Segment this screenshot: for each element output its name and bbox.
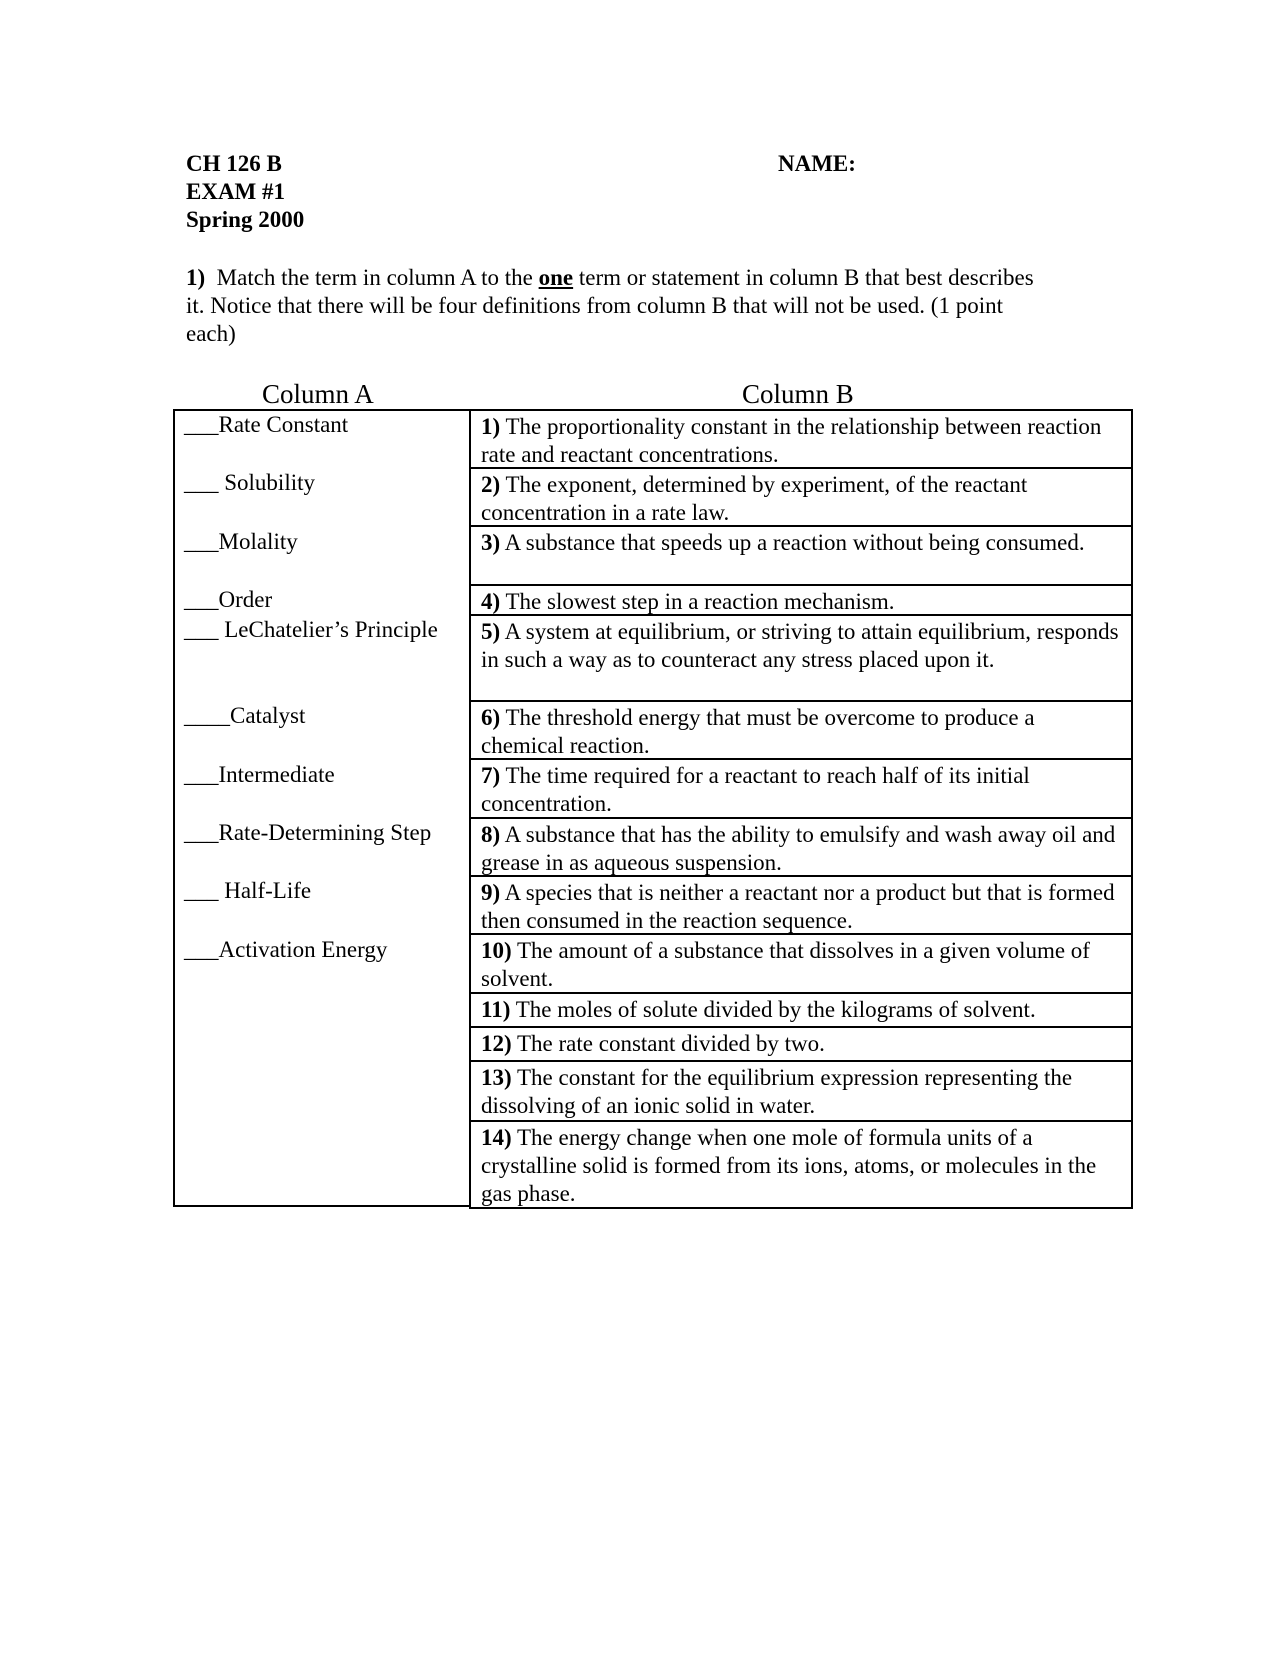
- definition-text: The exponent, determined by experiment, of the reactant concentration in a rate law.: [481, 472, 1028, 525]
- term-rate-constant: ___Rate Constant: [184, 412, 349, 437]
- column-a-heading: Column A: [262, 379, 374, 409]
- instructions-emphasis: one: [538, 265, 574, 290]
- definition-row: [471, 1062, 1131, 1122]
- term-intermediate: ___Intermediate: [184, 762, 335, 787]
- exam-header: [186, 150, 304, 234]
- term-rate-determining-step: ___Rate-Determining Step: [184, 820, 432, 845]
- definition-number: 14): [481, 1125, 512, 1150]
- term-order: ___Order: [184, 587, 273, 612]
- term-lechatelier: ___ LeChatelier’s Principle: [184, 617, 438, 642]
- definition-row: [471, 527, 1131, 586]
- definition-text: A substance that speeds up a reaction without being consumed.: [500, 530, 1085, 555]
- term-solubility: ___ Solubility: [184, 470, 315, 495]
- definition-number: 3): [481, 530, 501, 555]
- exam-term: Spring 2000: [186, 207, 305, 232]
- definition-number: 6): [481, 705, 501, 730]
- definition-row: [471, 411, 1131, 469]
- definition-text: The amount of a substance that dissolves in a given volume of solvent.: [481, 938, 1090, 991]
- term-molality: ___Molality: [184, 529, 298, 554]
- definition-text: A substance that has the ability to emulsify and wash away oil and grease in as aqueous suspension.: [481, 822, 1116, 875]
- column-b-table: [469, 409, 1133, 1209]
- definition-row: [471, 877, 1131, 935]
- definition-text: The moles of solute divided by the kilograms of solvent.: [510, 997, 1036, 1022]
- definition-number: 10): [481, 938, 512, 963]
- instructions-text-after: term or statement in column B that best describes it. Notice that there will be four definitions from column B that will not be used. (1 point each): [186, 265, 1034, 346]
- name-label: NAME:: [778, 151, 856, 176]
- term-activation-energy: ___Activation Energy: [184, 937, 388, 962]
- definition-number: 2): [481, 472, 501, 497]
- definition-number: 8): [481, 822, 501, 847]
- column-b-heading: Column B: [742, 379, 854, 409]
- definition-row: [471, 1028, 1131, 1062]
- definition-row: [471, 469, 1131, 527]
- definition-row: [471, 1122, 1131, 1209]
- definition-row: [471, 819, 1131, 877]
- definition-text: The rate constant divided by two.: [511, 1031, 825, 1056]
- definition-number: 4): [481, 589, 501, 614]
- instructions-text-before: Match the term in column A to the: [216, 265, 533, 290]
- definition-text: A species that is neither a reactant nor a product but that is formed then consumed in the reaction sequence.: [481, 880, 1115, 933]
- definition-row: [471, 586, 1131, 616]
- definition-row: [471, 760, 1131, 819]
- definition-number: 12): [481, 1031, 512, 1056]
- definition-text: The time required for a reactant to reach half of its initial concentration.: [481, 763, 1030, 816]
- definition-text: The constant for the equilibrium expression representing the dissolving of an ionic solid in water.: [481, 1065, 1073, 1118]
- question-number: 1): [186, 265, 206, 290]
- definition-number: 1): [481, 414, 501, 439]
- definition-text: The energy change when one mole of formula units of a crystalline solid is formed from its ions, atoms, or molecules in the gas phase.: [481, 1125, 1097, 1206]
- definition-text: A system at equilibrium, or striving to attain equilibrium, responds in such a way as to counteract any stress placed upon it.: [481, 619, 1119, 672]
- definition-row: [471, 616, 1131, 702]
- definition-number: 5): [481, 619, 501, 644]
- course-code: CH 126 B: [186, 151, 282, 176]
- exam-title: EXAM #1: [186, 179, 286, 204]
- definition-number: 11): [481, 997, 511, 1022]
- definition-number: 7): [481, 763, 501, 788]
- question-instructions: [186, 264, 1046, 348]
- term-half-life: ___ Half-Life: [184, 878, 312, 903]
- definition-row: [471, 702, 1131, 760]
- definition-row: [471, 935, 1131, 994]
- definition-number: 9): [481, 880, 501, 905]
- definition-text: The proportionality constant in the relationship between reaction rate and reactant concentrations.: [481, 414, 1102, 467]
- term-catalyst: ____Catalyst: [184, 703, 306, 728]
- definition-row: [471, 994, 1131, 1028]
- definition-number: 13): [481, 1065, 512, 1090]
- definition-text: The threshold energy that must be overcome to produce a chemical reaction.: [481, 705, 1035, 758]
- definition-text: The slowest step in a reaction mechanism.: [500, 589, 895, 614]
